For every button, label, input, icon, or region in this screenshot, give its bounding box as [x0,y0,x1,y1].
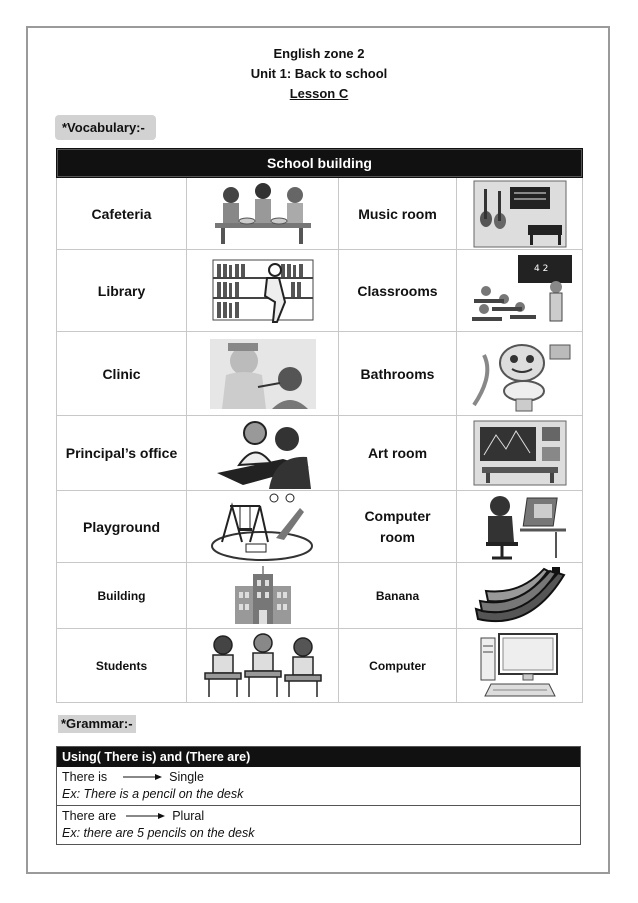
vocabulary-row [57,332,583,416]
computer-room-picture [457,491,583,563]
vocab-word: Classrooms [339,250,457,332]
vocabulary-row [57,178,583,250]
vocab-word: Music room [339,178,457,250]
vocabulary-row [57,563,583,629]
music-room-picture [457,178,583,250]
grammar-term: There is [62,770,108,784]
vocab-word: Building [57,563,187,629]
vocabulary-row [57,491,583,563]
playground-picture [187,491,339,563]
vocab-word: Playground [57,491,187,563]
grammar-rule [57,805,580,844]
vocab-word: Computer [339,629,457,703]
building-picture [187,563,339,629]
clinic-picture [187,332,339,416]
vocabulary-row [57,250,583,332]
vocab-word: Library [57,250,187,332]
vocab-word-text: Computer room [364,507,431,545]
book-title: English zone 2 [273,46,365,61]
library-picture [187,250,339,332]
grammar-meaning: Plural [172,809,205,823]
vocab-word: Cafeteria [57,178,187,250]
banana-picture [457,563,583,629]
grammar-title: Using( There is) and (There are) [57,747,580,767]
vocabulary-heading: *Vocabulary:- [55,115,156,140]
vocab-word: Clinic [57,332,187,416]
grammar-term: There are [62,809,117,823]
grammar-heading: *Grammar:- [58,715,136,733]
arrow-right-icon [126,808,166,825]
vocabulary-row [57,416,583,491]
lesson-title [0,84,638,104]
unit-title: Unit 1: Back to school [250,66,388,81]
classroom-picture [457,250,583,332]
vocab-word: Banana [339,563,457,629]
vocab-word: Students [57,629,187,703]
svg-text:4 2: 4 2 [533,263,548,274]
vocab-word: Principal’s office [57,416,187,491]
principal-office-picture [187,416,339,491]
grammar-rule [57,767,580,805]
lesson-label: Lesson C [289,86,349,101]
vocab-word: Art room [339,416,457,491]
students-picture [187,629,339,703]
vocab-word [339,491,457,563]
bathroom-picture [457,332,583,416]
grammar-meaning: Single [169,770,204,784]
cafeteria-picture [187,178,339,250]
vocab-word: Bathrooms [339,332,457,416]
vocabulary-table-title: School building [57,149,583,178]
arrow-right-icon [123,769,163,786]
grammar-example: Ex: There is a pencil on the desk [62,787,244,801]
computer-picture [457,629,583,703]
vocabulary-table [56,148,583,703]
grammar-box [56,746,581,845]
grammar-example: Ex: there are 5 pencils on the desk [62,826,255,840]
art-room-picture [457,416,583,491]
vocabulary-row [57,629,583,703]
